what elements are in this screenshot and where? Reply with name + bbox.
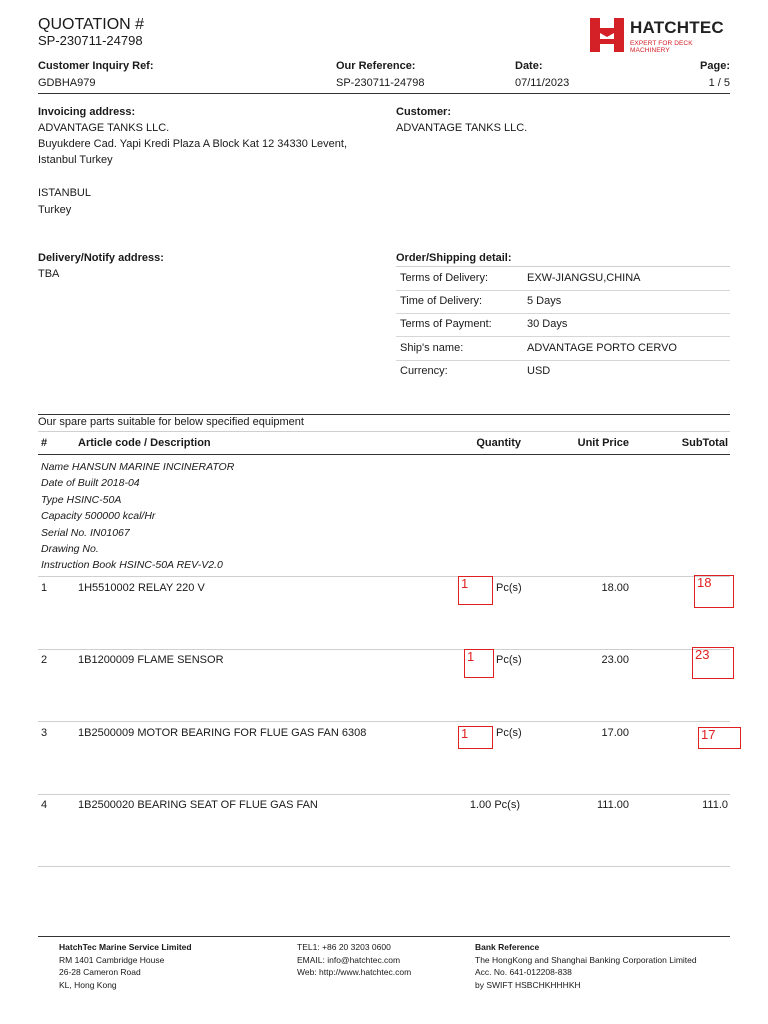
- invoicing-line: ADVANTAGE TANKS LLC.: [38, 122, 170, 134]
- column-header-number: #: [41, 437, 48, 449]
- shipping-key: Terms of Payment:: [400, 318, 492, 330]
- table-intro: Our spare parts suitable for below specified equipment: [38, 416, 304, 428]
- footer-company: [59, 941, 192, 991]
- subtotal-annotation-box: 18: [694, 575, 734, 608]
- row-subtotal: 111.0: [702, 799, 728, 811]
- row-number: 1: [41, 582, 48, 594]
- row-unit: Pc(s): [496, 654, 522, 666]
- row-unit-price: 111.00: [596, 799, 629, 811]
- invoicing-line: Istanbul Turkey: [38, 154, 113, 166]
- page-value: 1 / 5: [708, 77, 730, 89]
- equipment-line: Drawing No.: [41, 543, 99, 556]
- footer-company-name: HatchTec Marine Service Limited: [59, 942, 192, 952]
- subtotal-annotation-box: 17: [698, 727, 741, 749]
- shipping-value: ADVANTAGE PORTO CERVO: [527, 342, 677, 354]
- footer-bank-line: Acc. No. 641-012208-838: [475, 967, 572, 977]
- row-unit-price: 17.00: [601, 727, 629, 739]
- customer-value: ADVANTAGE TANKS LLC.: [396, 122, 528, 134]
- page-label: Page:: [700, 60, 730, 72]
- shipping-row: [396, 337, 730, 361]
- row-description: 1H5510002 RELAY 220 V: [78, 582, 205, 594]
- row-quantity: 1.00 Pc(s): [469, 799, 520, 811]
- invoicing-line: Turkey: [38, 204, 72, 216]
- equipment-details: [41, 459, 234, 574]
- equipment-line: Date of Built 2018-04: [41, 477, 140, 490]
- shipping-value: 30 Days: [527, 318, 568, 330]
- quantity-annotation-box: 1: [458, 726, 493, 749]
- column-header-description: Article code / Description: [78, 437, 211, 449]
- quotation-number: SP-230711-24798: [38, 33, 143, 48]
- invoicing-line: ISTANBUL: [38, 187, 91, 199]
- footer-phone: TEL1: +86 20 3203 0600: [297, 942, 391, 952]
- shipping-key: Currency:: [400, 365, 448, 377]
- equipment-line: Name HANSUN MARINE INCINERATOR: [41, 461, 235, 473]
- date-label: Date:: [515, 60, 543, 72]
- footer-email: EMAIL: info@hatchtec.com: [297, 954, 401, 965]
- footer-company-line: RM 1401 Cambridge House: [59, 954, 165, 965]
- shipping-row: [396, 313, 730, 337]
- column-header-quantity: Quantity: [476, 437, 521, 449]
- footer-contact: [297, 941, 411, 979]
- row-unit-price: 23.00: [601, 654, 629, 666]
- quantity-annotation-box: 1: [464, 649, 494, 678]
- date-value: 07/11/2023: [515, 77, 570, 89]
- footer-company-line: KL, Hong Kong: [59, 979, 117, 990]
- footer-bank-title: Bank Reference: [475, 942, 540, 952]
- row-unit-price: 18.00: [601, 582, 629, 594]
- delivery-value: TBA: [38, 268, 60, 280]
- footer-web: Web: http://www.hatchtec.com: [297, 967, 412, 977]
- logo-wordmark: HATCHTEC: [630, 18, 724, 37]
- our-reference-label: Our Reference:: [336, 60, 416, 72]
- shipping-key: Ship's name:: [400, 342, 464, 354]
- footer-bank-line: The HongKong and Shanghai Banking Corporation Limited: [475, 954, 697, 965]
- equipment-line: Type HSINC-50A: [41, 493, 122, 506]
- row-description: 1B1200009 FLAME SENSOR: [78, 654, 224, 666]
- equipment-line: Instruction Book HSINC-50A REV-V2.0: [41, 559, 223, 572]
- customer-inquiry-label: Customer Inquiry Ref:: [38, 60, 154, 72]
- column-header-subtotal: SubTotal: [681, 437, 728, 449]
- shipping-row: [396, 290, 730, 314]
- delivery-label: Delivery/Notify address:: [38, 252, 164, 264]
- shipping-value: 5 Days: [527, 295, 562, 307]
- row-unit: Pc(s): [496, 727, 522, 739]
- footer-bank: [475, 941, 697, 991]
- shipping-value: EXW-JIANGSU,CHINA: [527, 272, 641, 284]
- shipping-label: Order/Shipping detail:: [396, 252, 512, 264]
- row-description: 1B2500020 BEARING SEAT OF FLUE GAS FAN: [78, 799, 318, 811]
- shipping-key: Time of Delivery:: [400, 295, 483, 307]
- shipping-value: USD: [527, 365, 551, 377]
- subtotal-annotation-box: 23: [692, 647, 734, 679]
- row-unit: Pc(s): [496, 582, 522, 594]
- row-description: 1B2500009 MOTOR BEARING FOR FLUE GAS FAN 6308: [78, 727, 367, 739]
- row-number: 4: [41, 799, 48, 811]
- invoicing-label: Invoicing address:: [38, 106, 136, 118]
- shipping-row: [396, 267, 730, 291]
- company-logo: [590, 18, 730, 52]
- footer-company-line: 26-28 Cameron Road: [59, 967, 141, 977]
- invoicing-line: Buyukdere Cad. Yapi Kredi Plaza A Block Kat 12 34330 Levent,: [38, 138, 348, 150]
- customer-inquiry-value: GDBHA979: [38, 77, 96, 89]
- row-number: 3: [41, 727, 48, 739]
- customer-label: Customer:: [396, 106, 452, 118]
- equipment-line: Serial No. IN01067: [41, 526, 130, 539]
- logo-tagline: EXPERT FOR DECK MACHINERY: [630, 40, 693, 54]
- equipment-line: Capacity 500000 kcal/Hr: [41, 510, 156, 523]
- hatchtec-logo-icon: [590, 18, 624, 52]
- footer-bank-line: by SWIFT HSBCHKHHHKH: [475, 979, 581, 990]
- row-number: 2: [41, 654, 48, 666]
- shipping-key: Terms of Delivery:: [400, 272, 489, 284]
- column-header-unit-price: Unit Price: [577, 437, 629, 449]
- quantity-annotation-box: 1: [458, 576, 493, 605]
- shipping-row: [396, 360, 730, 383]
- quotation-title: QUOTATION #: [38, 16, 145, 33]
- our-reference-value: SP-230711-24798: [336, 77, 425, 89]
